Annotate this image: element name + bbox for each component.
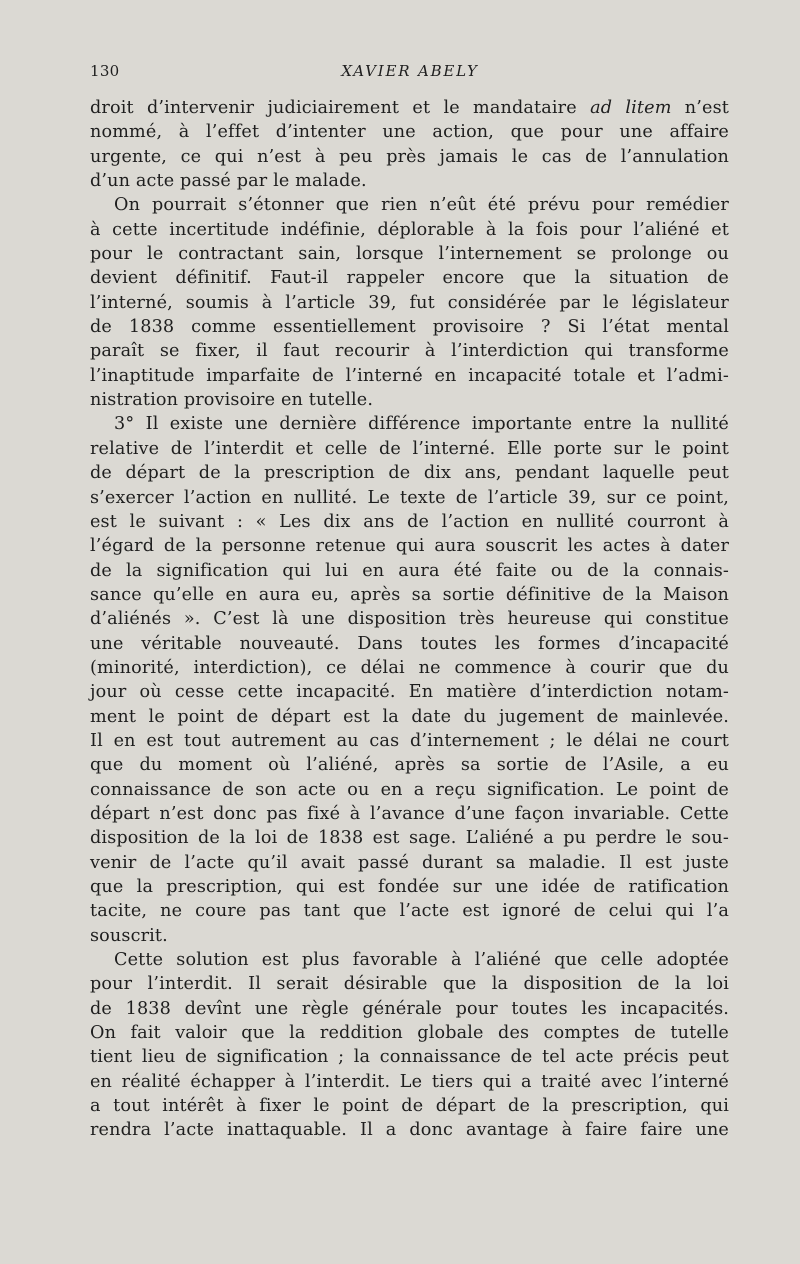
text-line: On fait valoir que la reddition globale des comptes de tutelle: [90, 1023, 729, 1044]
text-line: On pourrait s’étonner que rien n’eût été prévu pour remédier: [114, 195, 729, 216]
text-line: a tout intérêt à fixer le point de départ de la prescription, qui: [90, 1096, 729, 1117]
text-line: à cette incertitude indéfinie, déplorable à la fois pour l’aliéné et: [90, 219, 729, 240]
text-line: nistration provisoire en tutelle.: [90, 390, 374, 411]
text-line: d’un acte passé par le malade.: [90, 171, 367, 192]
text-line: Il en est tout autrement au cas d’internement ; le délai ne court: [90, 730, 729, 751]
text-line: départ n’est donc pas fixé à l’avance d’une façon invariable. Cette: [90, 803, 729, 824]
text-line: en réalité échapper à l’interdit. Le tiers qui a traité avec l’interné: [90, 1071, 729, 1092]
running-head: XAVIER ABELY: [341, 62, 479, 80]
text-line: relative de l’interdit et celle de l’interné. Elle porte sur le point: [90, 438, 729, 459]
text-line: pour l’interdit. Il serait désirable que la disposition de la loi: [90, 974, 729, 995]
text-line: l’inaptitude imparfaite de l’interné en incapacité totale et l’admi-: [90, 365, 729, 386]
text-line: connaissance de son acte ou en a reçu signification. Le point de: [90, 779, 729, 800]
text-line: de la signification qui lui en aura été faite ou de la connais-: [90, 560, 729, 581]
text-line: de départ de la prescription de dix ans, pendant laquelle peut: [90, 463, 729, 484]
latin-phrase: ad litem: [590, 98, 672, 118]
page-number: 130: [90, 62, 120, 80]
text-line: venir de l’acte qu’il avait passé durant sa maladie. Il est juste: [90, 852, 729, 873]
text-line: une véritable nouveauté. Dans toutes les formes d’incapacité: [90, 633, 729, 654]
text-line: l’égard de la personne retenue qui aura souscrit les actes à dater: [90, 536, 729, 557]
text-line: paraît se fixer, il faut recourir à l’interdiction qui transforme: [90, 341, 729, 362]
body-text: [90, 96, 729, 1143]
text-line: ment le point de départ est la date du jugement de mainlevée.: [90, 706, 729, 727]
text-line: jour où cesse cette incapacité. En matière d’interdiction notam-: [90, 682, 729, 703]
text-line: est le suivant : « Les dix ans de l’action en nullité courront à: [90, 511, 729, 532]
text-line: nommé, à l’effet d’intenter une action, que pour une affaire: [90, 122, 729, 143]
text-line: Cette solution est plus favorable à l’aliéné que celle adoptée: [114, 950, 729, 971]
text-line: tacite, ne coure pas tant que l’acte est ignoré de celui qui l’a: [90, 901, 729, 922]
text-line: droit d’intervenir judiciairement et le mandataire ad litem n’est: [90, 98, 729, 118]
text-line: tient lieu de signification ; la connaissance de tel acte précis peut: [90, 1047, 729, 1068]
text-line: rendra l’acte inattaquable. Il a donc avantage à faire faire une: [90, 1120, 729, 1141]
text-line: d’aliénés ». C’est là une disposition très heureuse qui constitue: [90, 609, 729, 630]
text-line: que du moment où l’aliéné, après sa sortie de l’Asile, a eu: [90, 755, 729, 776]
text-line: urgente, ce qui n’est à peu près jamais le cas de l’annulation: [90, 146, 729, 167]
text-line: souscrit.: [90, 925, 168, 946]
text-line: (minorité, interdiction), ce délai ne commence à courir que du: [90, 657, 729, 678]
text-line: 3° Il existe une dernière différence importante entre la nullité: [114, 414, 729, 435]
text-line: que la prescription, qui est fondée sur une idée de ratification: [90, 877, 729, 897]
text-line: sance qu’elle en aura eu, après sa sortie définitive de la Maison: [90, 584, 729, 605]
text-line: s’exercer l’action en nullité. Le texte de l’article 39, sur ce point,: [90, 487, 729, 508]
text-line: devient définitif. Faut-il rappeler encore que la situation de: [90, 268, 729, 289]
text-line: l’interné, soumis à l’article 39, fut considérée par le législateur: [90, 292, 729, 313]
page-header: [90, 62, 730, 84]
text-line: disposition de la loi de 1838 est sage. L’aliéné a pu perdre le sou-: [90, 828, 729, 849]
text-line: de 1838 comme essentiellement provisoire ? Si l’état mental: [90, 317, 729, 338]
text-line: pour le contractant sain, lorsque l’internement se prolonge ou: [90, 244, 729, 265]
text-line: de 1838 devînt une règle générale pour toutes les incapacités.: [90, 998, 729, 1019]
